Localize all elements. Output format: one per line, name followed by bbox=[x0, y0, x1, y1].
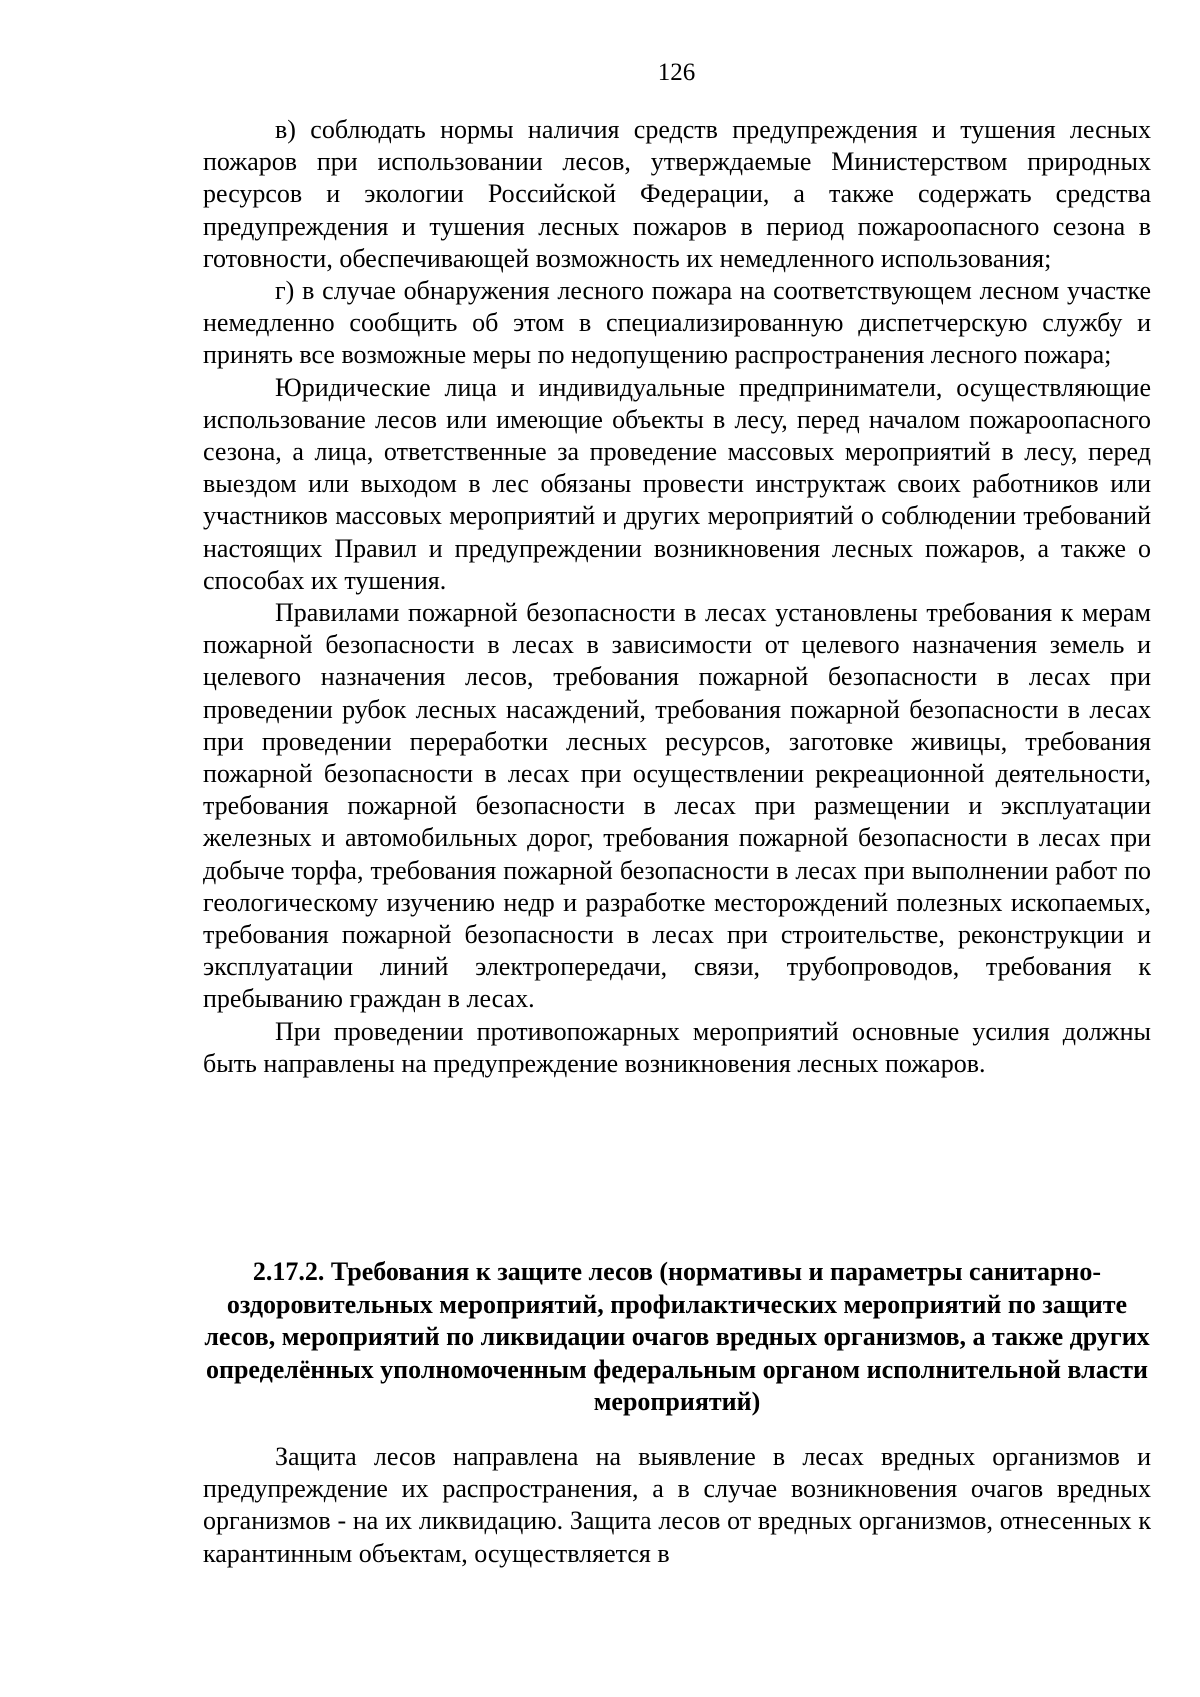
paragraph-item-v: в) соблюдать нормы наличия средств предупреждения и тушения лесных пожаров при использовании лесов, утверждаемые Министерством природных ресурсов и экологии Российской Федерации, а также содержать средства предупреждения и тушения лесных пожаров в период пожароопасного сезона в готовности, обеспечивающей возможность их немедленного использования; bbox=[203, 115, 1151, 273]
paragraph-fire-safety-rules: Правилами пожарной безопасности в лесах установлены требования к мерам пожарной безопасности в лесах в зависимости от целевого назначения земель и целевого назначения лесов, требования пожарной безопасности в лесах при проведении рубок лесных насаждений, требования пожарной безопасности в лесах при проведении переработки лесных ресурсов, заготовке живицы, требования пожарной безопасности в лесах при осуществлении рекреационной деятельности, требования пожарной безопасности в лесах при размещении и эксплуатации железных и автомобильных дорог, требования пожарной безопасности в лесах при добыче торфа, требования пожарной безопасности в лесах при выполнении работ по геологическому изучению недр и разработке месторождений полезных ископаемых, требования пожарной безопасности в лесах при строительстве, реконструкции и эксплуатации линий электропередачи, связи, трубопроводов, требования к пребыванию граждан в лесах. bbox=[203, 598, 1151, 1014]
section-heading: 2.17.2. Требования к защите лесов (нормативы и параметры санитарно-оздоровительных мероприятий, профилактических мероприятий по защите лесов, мероприятий по ликвидации очагов вредных организмов, а также других определённых уполномоченным федеральным органом исполнительной власти мероприятий) bbox=[204, 1257, 1150, 1416]
page-number: 126 bbox=[657, 59, 696, 86]
body-text-top bbox=[203, 114, 1151, 1080]
paragraph-forest-protection: Защита лесов направлена на выявление в лесах вредных организмов и предупреждение их распространения, а в случае возникновения очагов вредных организмов - на их ликвидацию. Защита лесов от вредных организмов, отнесенных к карантинным объектам, осуществляется в bbox=[203, 1442, 1151, 1568]
paragraph-fire-prevention: При проведении противопожарных мероприятий основные усилия должны быть направлены на предупреждение возникновения лесных пожаров. bbox=[203, 1016, 1151, 1078]
body-text-bottom bbox=[203, 1441, 1151, 1570]
paragraph-item-g: г) в случае обнаружения лесного пожара на соответствующем лесном участке немедленно сообщить об этом в специализированную диспетчерскую службу и принять все возможные меры по недопущению распространения лесного пожара; bbox=[203, 276, 1151, 370]
paragraph-legal-entities: Юридические лица и индивидуальные предприниматели, осуществляющие использование лесов или имеющие объекты в лесу, перед началом пожароопасного сезона, а лица, ответственные за проведение массовых мероприятий в лесу, перед выездом или выходом в лес обязаны провести инструктаж своих работников или участников массовых мероприятий и других мероприятий о соблюдении требований настоящих Правил и предупреждении возникновения лесных пожаров, а также о способах их тушения. bbox=[203, 372, 1151, 595]
